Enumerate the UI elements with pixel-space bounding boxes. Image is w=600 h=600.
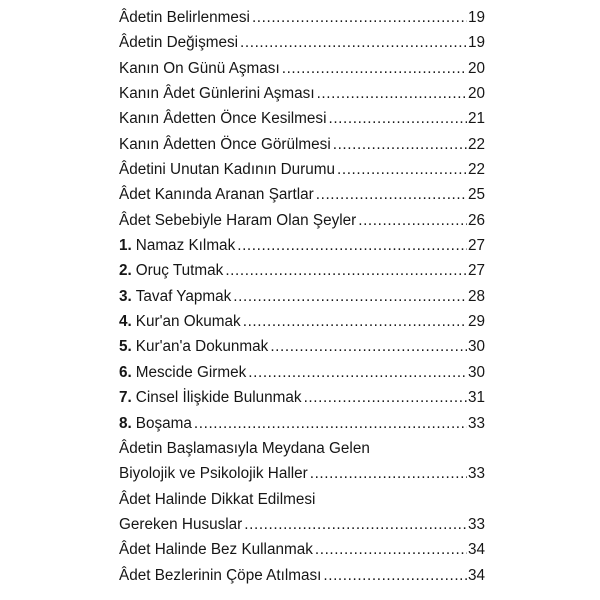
toc-entry <box>119 60 485 85</box>
entry-page-number: 27 <box>467 262 485 280</box>
entry-page-number: 21 <box>467 110 485 128</box>
entry-title: Âdetin Belirlenmesi <box>119 9 250 26</box>
entry-title: Kanın Âdetten Önce Kesilmesi <box>119 110 327 128</box>
entry-page-number: 30 <box>467 338 485 356</box>
toc-entry <box>119 85 485 110</box>
entry-page-number: 33 <box>467 515 485 533</box>
toc-entry <box>119 262 485 287</box>
entry-page-number: 34 <box>467 566 485 584</box>
entry-number: 8. <box>119 414 132 432</box>
entry-title: Âdetini Unutan Kadının Durumu <box>119 161 335 179</box>
toc-entry <box>119 186 485 211</box>
entry-title: Cinsel İlişkide Bulunmak <box>135 389 302 407</box>
entry-page-number: 20 <box>467 59 485 77</box>
entry-page-number: 22 <box>467 135 485 153</box>
toc-entry <box>119 567 485 592</box>
dot-leader <box>240 34 467 52</box>
toc-entry <box>119 136 485 161</box>
entry-title: Âdetin Başlamasıyla Meydana Gelen <box>119 439 370 457</box>
entry-number: 4. <box>119 313 132 331</box>
entry-page-number: 19 <box>467 9 485 26</box>
toc-entry <box>119 415 485 440</box>
entry-title: Namaz Kılmak <box>135 237 236 255</box>
entry-page-number: 29 <box>467 313 485 331</box>
toc-entry <box>119 288 485 313</box>
toc-entry <box>119 110 485 135</box>
entry-title: Biyolojik ve Psikolojik Haller <box>119 465 308 483</box>
toc-entry <box>119 313 485 338</box>
entry-title: Âdet Halinde Dikkat Edilmesi <box>119 490 316 508</box>
toc-entry <box>119 34 485 59</box>
toc-entry <box>119 161 485 186</box>
dot-leader <box>237 237 467 255</box>
entry-page-number: 28 <box>467 287 485 305</box>
dot-leader <box>317 85 467 103</box>
toc-entry <box>119 364 485 389</box>
dot-leader <box>328 110 467 128</box>
entry-number: 3. <box>119 287 132 305</box>
entry-number: 2. <box>119 262 132 280</box>
entry-page-number: 30 <box>467 363 485 381</box>
table-of-contents <box>119 9 485 592</box>
entry-page-number: 25 <box>467 186 485 204</box>
dot-leader <box>194 415 467 433</box>
entry-title: Kanın On Günü Aşması <box>119 59 280 77</box>
toc-entry <box>119 237 485 262</box>
dot-leader <box>270 338 467 356</box>
entry-title: Tavaf Yapmak <box>135 287 232 305</box>
dot-leader <box>323 567 467 585</box>
entry-number: 7. <box>119 389 132 407</box>
entry-title: Kur'an Okumak <box>135 313 241 331</box>
toc-entry <box>119 465 485 490</box>
toc-entry <box>119 440 485 465</box>
entry-title: Mescide Girmek <box>135 363 247 381</box>
dot-leader <box>233 288 467 306</box>
entry-page-number: 33 <box>467 465 485 483</box>
entry-title: Âdet Bezlerinin Çöpe Atılması <box>119 566 322 584</box>
entry-page-number: 33 <box>467 414 485 432</box>
entry-title: Kur'an'a Dokunmak <box>135 338 269 356</box>
entry-title: Boşama <box>135 414 192 432</box>
entry-page-number: 22 <box>467 161 485 179</box>
dot-leader <box>244 516 467 534</box>
entry-title: Âdet Halinde Bez Kullanmak <box>119 541 313 559</box>
entry-number: 5. <box>119 338 132 356</box>
entry-title: Kanın Âdetten Önce Görülmesi <box>119 135 331 153</box>
entry-title: Âdet Sebebiyle Haram Olan Şeyler <box>119 211 357 229</box>
dot-leader <box>304 389 467 407</box>
entry-title: Âdetin Değişmesi <box>119 34 239 52</box>
entry-title: Oruç Tutmak <box>135 262 224 280</box>
entry-number: 6. <box>119 363 132 381</box>
toc-entry <box>119 9 485 34</box>
dot-leader <box>316 186 467 204</box>
toc-entry <box>119 212 485 237</box>
entry-title: Âdet Kanında Aranan Şartlar <box>119 186 314 204</box>
toc-entry <box>119 491 485 516</box>
toc-entry <box>119 338 485 363</box>
entry-number: 1. <box>119 237 132 255</box>
dot-leader <box>252 9 467 27</box>
entry-page-number: 20 <box>467 85 485 103</box>
entry-title: Kanın Âdet Günlerini Aşması <box>119 85 315 103</box>
toc-entry <box>119 516 485 541</box>
dot-leader <box>333 136 467 154</box>
dot-leader <box>358 212 467 230</box>
dot-leader <box>315 541 467 559</box>
entry-title: Gereken Hususlar <box>119 515 243 533</box>
entry-page-number: 19 <box>467 34 485 52</box>
dot-leader <box>310 465 467 483</box>
toc-entry <box>119 541 485 566</box>
entry-page-number: 26 <box>467 211 485 229</box>
toc-entry <box>119 389 485 414</box>
entry-page-number: 27 <box>467 237 485 255</box>
dot-leader <box>282 60 467 78</box>
entry-page-number: 34 <box>467 541 485 559</box>
dot-leader <box>243 313 467 331</box>
dot-leader <box>337 161 467 179</box>
entry-page-number: 31 <box>467 389 485 407</box>
dot-leader <box>248 364 467 382</box>
dot-leader <box>225 262 467 280</box>
